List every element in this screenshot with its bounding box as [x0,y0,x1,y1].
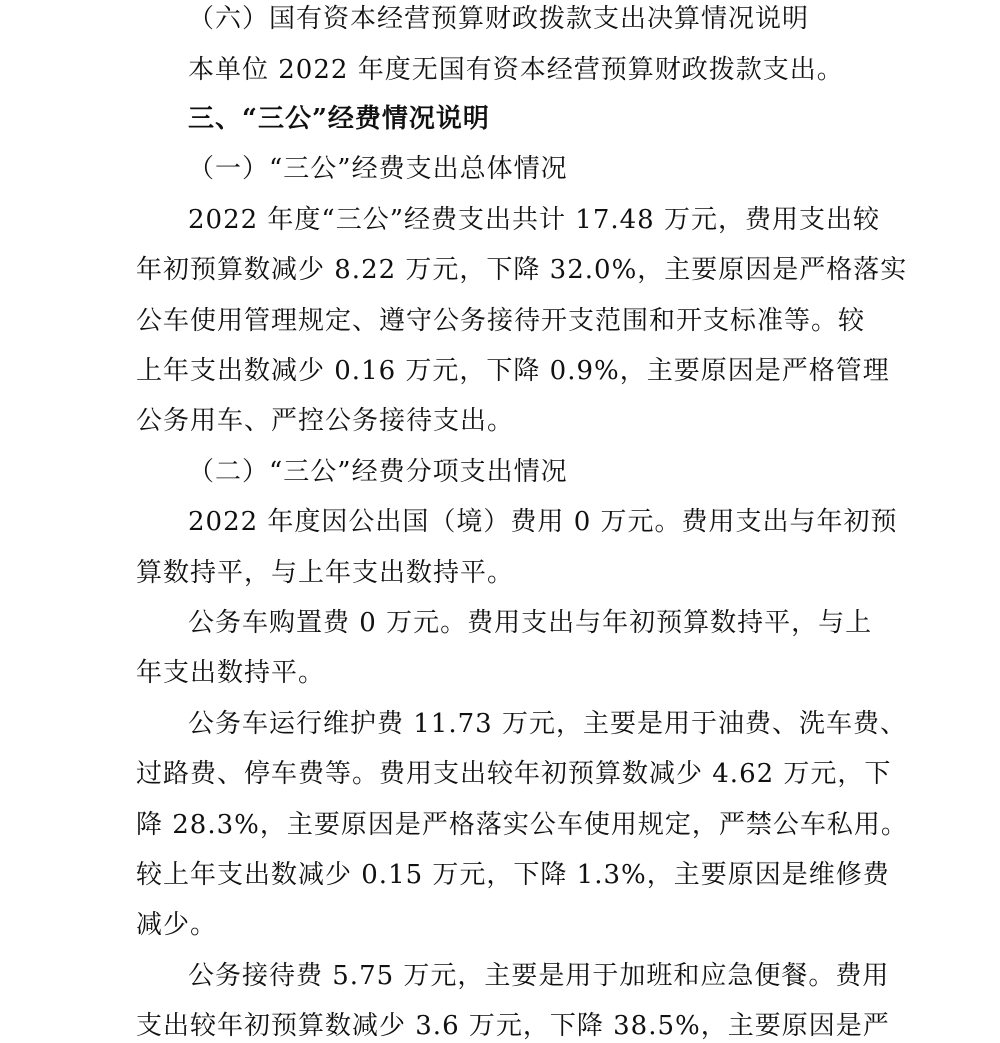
paragraph-line: 减少。 [136,910,218,940]
paragraph-line: 公务接待费 5.75 万元，主要是用于加班和应急便餐。费用 [188,961,890,991]
paragraph-line: 年支出数持平。 [136,658,326,688]
paragraph-line: 2022 年度“三公”经费支出共计 17.48 万元，费用支出较 [188,205,880,235]
paragraph-line: 较上年支出数减少 0.15 万元，下降 1.3%，主要原因是维修费 [136,860,890,890]
paragraph-line: 公务车购置费 0 万元。费用支出与年初预算数持平，与上 [188,608,873,638]
paragraph-line: 算数持平，与上年支出数持平。 [136,558,515,588]
paragraph-line: 年初预算数减少 8.22 万元，下降 32.0%，主要原因是严格落实 [136,255,908,285]
paragraph-line: 公务车运行维护费 11.73 万元，主要是用于油费、洗车费、 [188,709,907,739]
paragraph-line: 降 28.3%，主要原因是严格落实公车使用规定，严禁公车私用。 [136,810,908,840]
paragraph-line: 2022 年度因公出国（境）费用 0 万元。费用支出与年初预 [188,507,898,537]
paragraph-line: 过路费、停车费等。费用支出较年初预算数减少 4.62 万元，下 [136,759,892,789]
section-heading-three: 三、“三公”经费情况说明 [188,104,490,134]
paragraph-line: 本单位 2022 年度无国有资本经营预算财政拨款支出。 [188,55,844,85]
section-heading-six: （六）国有资本经营预算财政拨款支出决算情况说明 [188,4,810,34]
subsection-heading-one: （一）“三公”经费支出总体情况 [188,154,568,184]
paragraph-line: 支出较年初预算数减少 3.6 万元，下降 38.5%，主要原因是严 [136,1011,890,1041]
paragraph-line: 公车使用管理规定、遵守公务接待开支范围和开支标准等。较 [136,306,866,336]
subsection-heading-two: （二）“三公”经费分项支出情况 [188,457,568,487]
paragraph-line: 公务用车、严控公务接待支出。 [136,406,515,436]
paragraph-line: 上年支出数减少 0.16 万元，下降 0.9%，主要原因是严格管理 [136,356,890,386]
